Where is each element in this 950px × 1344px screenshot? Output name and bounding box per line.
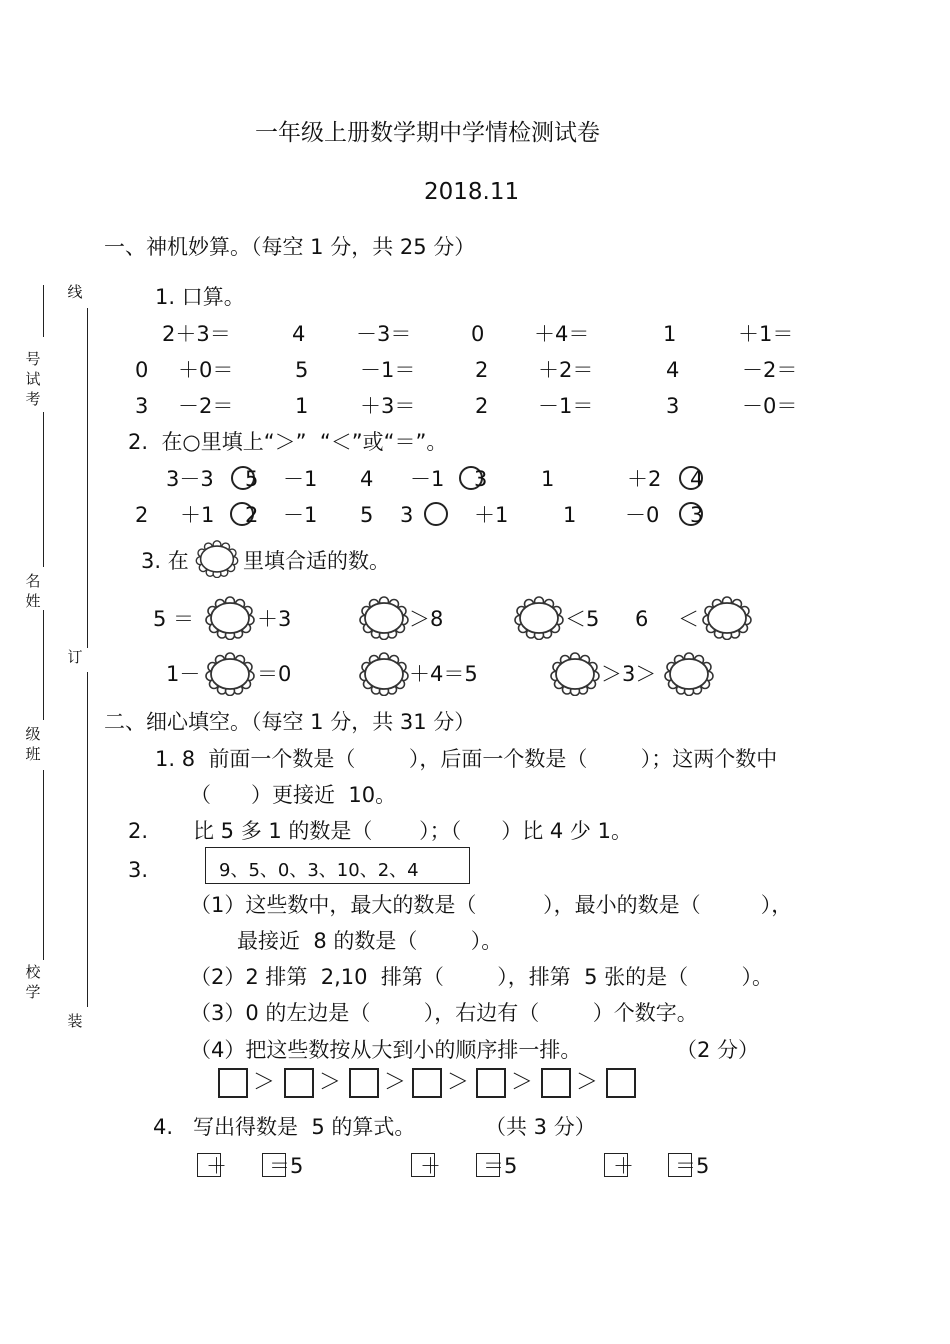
- fill-item: ＝0: [257, 662, 292, 686]
- s2-q3-sub4-points: （2 分）: [676, 1038, 760, 1062]
- compare-item: 4: [690, 467, 704, 491]
- calc-item: ＋4＝: [534, 322, 590, 346]
- compare-item: 5: [360, 503, 374, 527]
- order-sign: ＞: [319, 1070, 342, 1095]
- q3-suffix: 里填合适的数。: [243, 549, 390, 573]
- calc-item: ＋1＝: [738, 322, 794, 346]
- compare-item: －1: [410, 467, 445, 491]
- compare-item: 1: [541, 467, 555, 491]
- number-card-list: 9、5、0、3、10、2、4: [219, 860, 419, 881]
- compare-item: －1: [283, 503, 318, 527]
- field-char: 姓: [25, 592, 41, 610]
- binding-line-outer-4: [43, 770, 44, 960]
- q3-prefix: 3. 在: [141, 549, 189, 573]
- flower-blank[interactable]: [664, 652, 714, 696]
- exam-date: 2018.11: [424, 179, 520, 205]
- binding-line-outer-1: [43, 285, 44, 337]
- binding-line-inner-1: [87, 308, 88, 648]
- order-box[interactable]: [606, 1068, 636, 1098]
- calc-item: 0: [135, 358, 149, 382]
- calc-item: 3: [135, 394, 149, 418]
- binding-char-xian: 线: [67, 283, 83, 301]
- calc-item: ＋0＝: [178, 358, 234, 382]
- order-box[interactable]: [541, 1068, 571, 1098]
- calc-item: ＋3＝: [360, 394, 416, 418]
- calc-item: ＋2＝: [538, 358, 594, 382]
- section2-heading: 二、细心填空。（每空 1 分，共 31 分）: [104, 710, 476, 734]
- fill-item: 5 ＝: [153, 607, 195, 631]
- fill-item: 6: [635, 607, 649, 631]
- calc-item: －2＝: [178, 394, 234, 418]
- field-char: 试: [25, 370, 41, 388]
- fill-item: ＋4＝5: [409, 662, 478, 686]
- order-sign: ＞: [447, 1070, 470, 1095]
- flower-blank[interactable]: [359, 652, 409, 696]
- compare-item: 5: [245, 467, 259, 491]
- fill-item: ＋3: [257, 607, 292, 631]
- calc-item: －1＝: [360, 358, 416, 382]
- plus-sign: ＋: [613, 1154, 634, 1178]
- calc-item: －1＝: [538, 394, 594, 418]
- calc-item: 2: [475, 394, 489, 418]
- equals-five: ＝5: [675, 1154, 710, 1178]
- flower-blank[interactable]: [205, 596, 255, 640]
- compare-item: 3: [690, 503, 704, 527]
- compare-item: ＋1: [180, 503, 215, 527]
- s2-q3-sub2: （2）2 排第 2,10 排第（ ），排第 5 张的是（ ）。: [190, 965, 774, 989]
- compare-circle[interactable]: [424, 502, 448, 526]
- s2-q1-line2: （ ）更接近 10。: [190, 783, 397, 807]
- calc-item: 0: [471, 322, 485, 346]
- calc-item: 3: [666, 394, 680, 418]
- binding-char-ding: 订: [67, 648, 83, 666]
- order-box[interactable]: [349, 1068, 379, 1098]
- flower-icon: [194, 540, 240, 578]
- s2-q2-number: 2.: [128, 819, 149, 843]
- compare-item: －1: [283, 467, 318, 491]
- field-char: 考: [25, 390, 41, 408]
- order-box[interactable]: [476, 1068, 506, 1098]
- order-box[interactable]: [218, 1068, 248, 1098]
- binding-line-outer-2: [43, 412, 44, 567]
- calc-item: 4: [292, 322, 306, 346]
- compare-item: 3: [474, 467, 488, 491]
- field-char: 名: [25, 572, 41, 590]
- field-char: 学: [25, 983, 41, 1001]
- binding-char-zhuang: 装: [67, 1012, 83, 1030]
- s2-q3-sub4: （4）把这些数按从大到小的顺序排一排。: [190, 1038, 582, 1062]
- plus-sign: ＋: [206, 1154, 227, 1178]
- order-box[interactable]: [284, 1068, 314, 1098]
- section1-heading: 一、神机妙算。（每空 1 分，共 25 分）: [104, 235, 476, 259]
- compare-item: ＋2: [627, 467, 662, 491]
- field-char: 校: [25, 963, 41, 981]
- fill-item: 1－: [166, 662, 201, 686]
- order-sign: ＞: [253, 1070, 276, 1095]
- page-title: 一年级上册数学期中学情检测试卷: [255, 120, 600, 146]
- s2-q3-number: 3.: [128, 858, 149, 882]
- fill-item: ＜5: [565, 607, 600, 631]
- s2-q4-points: （共 3 分）: [485, 1115, 596, 1139]
- equals-five: ＝5: [483, 1154, 518, 1178]
- compare-item: 3－3: [166, 467, 214, 491]
- s2-q3-sub3: （3）0 的左边是（ ），右边有（ ）个数字。: [190, 1001, 698, 1025]
- compare-item: 3: [400, 503, 414, 527]
- compare-item: 2: [245, 503, 259, 527]
- s2-q3-sub1-line2: 最接近 8 的数是（ ）。: [237, 929, 503, 953]
- binding-line-inner-2: [87, 672, 88, 1007]
- equals-five: ＝5: [269, 1154, 304, 1178]
- compare-item: 1: [563, 503, 577, 527]
- flower-blank[interactable]: [359, 596, 409, 640]
- field-char: 级: [25, 725, 41, 743]
- s2-q2-text: 比 5 多 1 的数是（ ）；（ ）比 4 少 1。: [193, 819, 632, 843]
- order-sign: ＞: [576, 1070, 599, 1095]
- q2-label: 2. 在○里填上“＞” “＜”或“＝”。: [128, 430, 448, 454]
- flower-blank[interactable]: [514, 596, 564, 640]
- fill-item: ＞8: [409, 607, 444, 631]
- fill-item: ＜: [678, 607, 699, 631]
- order-box[interactable]: [412, 1068, 442, 1098]
- field-char: 号: [25, 350, 41, 368]
- calc-item: －0＝: [742, 394, 798, 418]
- calc-item: 4: [666, 358, 680, 382]
- compare-item: －0: [625, 503, 660, 527]
- flower-blank[interactable]: [702, 596, 752, 640]
- q1-label: 1. 口算。: [155, 285, 245, 309]
- compare-item: 4: [360, 467, 374, 491]
- order-sign: ＞: [384, 1070, 407, 1095]
- s2-q3-sub1-line1: （1）这些数中，最大的数是（ ），最小的数是（ ），: [190, 893, 793, 917]
- order-sign: ＞: [511, 1070, 534, 1095]
- calc-item: 2＋3＝: [162, 322, 231, 346]
- calc-item: 5: [295, 358, 309, 382]
- plus-sign: ＋: [420, 1154, 441, 1178]
- s2-q1-line1: 1. 8 前面一个数是（ ），后面一个数是（ ）；这两个数中: [155, 747, 778, 771]
- calc-item: 2: [475, 358, 489, 382]
- field-char: 班: [25, 745, 41, 763]
- flower-blank[interactable]: [550, 652, 600, 696]
- compare-item: ＋1: [474, 503, 509, 527]
- flower-blank[interactable]: [205, 652, 255, 696]
- s2-q4-number: 4.: [153, 1115, 174, 1139]
- compare-item: 2: [135, 503, 149, 527]
- s2-q4-text: 写出得数是 5 的算式。: [193, 1115, 416, 1139]
- calc-item: 1: [295, 394, 309, 418]
- binding-line-outer-3: [43, 610, 44, 720]
- calc-item: －3＝: [356, 322, 412, 346]
- calc-item: －2＝: [742, 358, 798, 382]
- fill-item: ＞3＞: [601, 662, 657, 686]
- calc-item: 1: [663, 322, 677, 346]
